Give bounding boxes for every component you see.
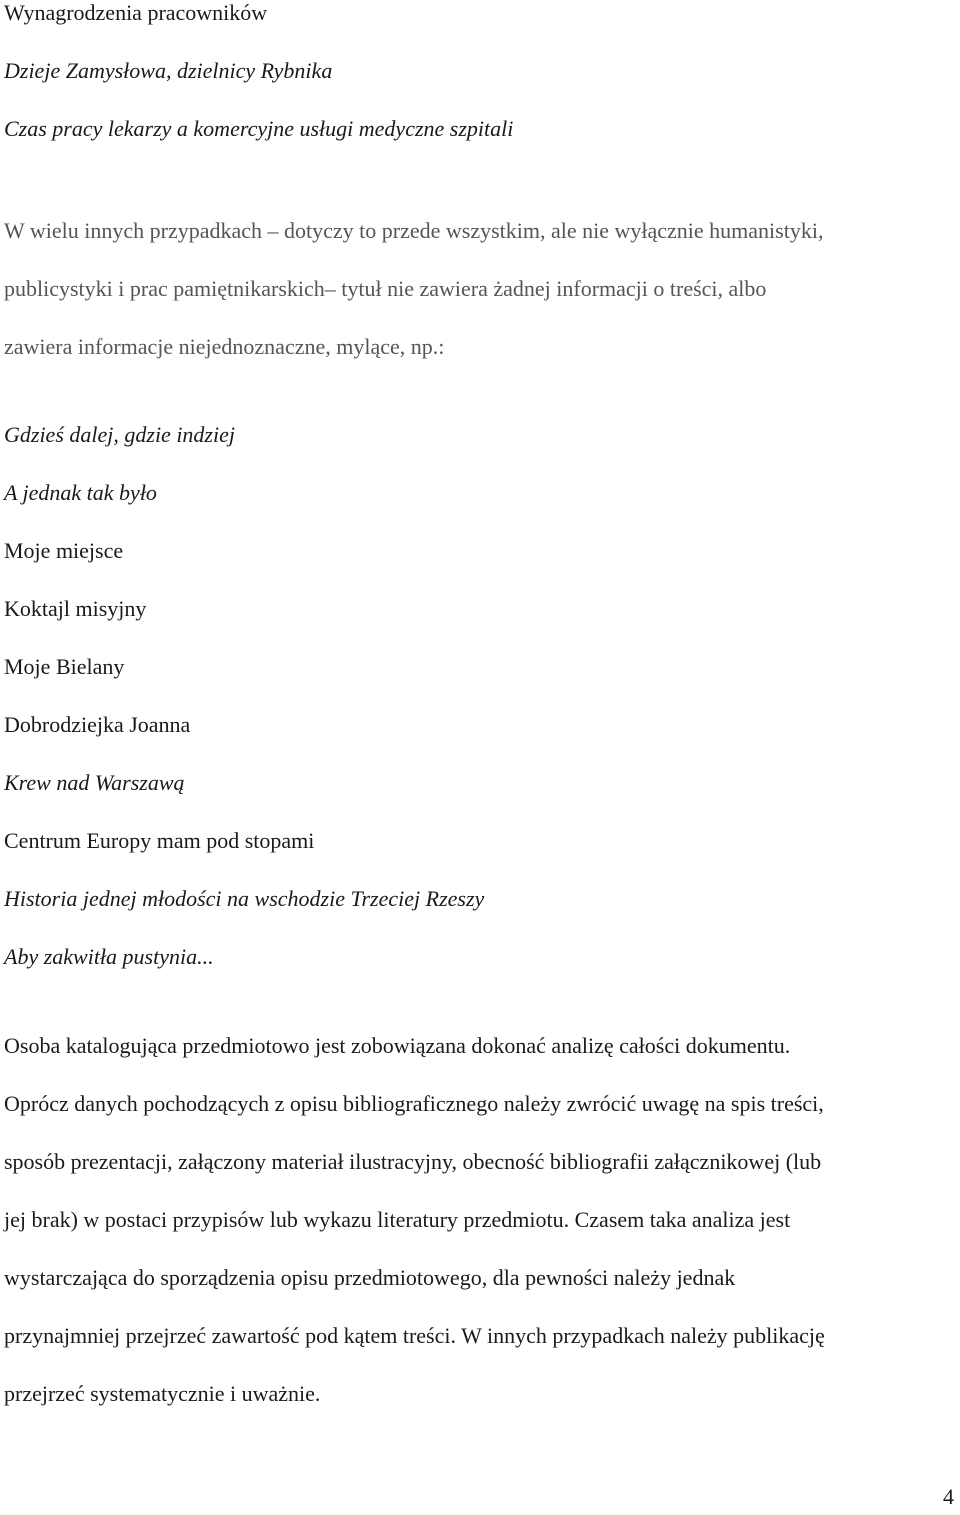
closing-line-5: wystarczająca do sporządzenia opisu przedmiotowego, dla pewności należy jednak bbox=[4, 1265, 736, 1290]
example-title-1: Gdzieś dalej, gdzie indziej bbox=[4, 422, 235, 447]
closing-line-7: przejrzeć systematycznie i uważnie. bbox=[4, 1381, 321, 1406]
page-number: 4 bbox=[943, 1484, 954, 1509]
top-entry-1: Wynagrodzenia pracowników bbox=[4, 0, 268, 25]
example-title-4: Koktajl misyjny bbox=[4, 596, 147, 621]
example-title-10: Aby zakwitła pustynia... bbox=[4, 944, 214, 969]
closing-line-4: jej brak) w postaci przypisów lub wykazu literatury przedmiotu. Czasem taka analiza jest bbox=[4, 1207, 791, 1232]
closing-line-6: przynajmniej przejrzeć zawartość pod kątem treści. W innych przypadkach należy publikację bbox=[4, 1323, 825, 1348]
closing-line-3: sposób prezentacji, załączony materiał ilustracyjny, obecność bibliografii załącznikowej (lub bbox=[4, 1149, 822, 1174]
example-title-3: Moje miejsce bbox=[4, 538, 124, 563]
example-title-8: Centrum Europy mam pod stopami bbox=[4, 828, 315, 853]
top-entry-2: Dzieje Zamysłowa, dzielnicy Rybnika bbox=[4, 58, 333, 83]
intro-line-2: publicystyki i prac pamiętnikarskich– tytuł nie zawiera żadnej informacji o treści, albo bbox=[4, 276, 767, 301]
closing-line-1: Osoba katalogująca przedmiotowo jest zobowiązana dokonać analizę całości dokumentu. bbox=[4, 1033, 791, 1058]
top-entry-3: Czas pracy lekarzy a komercyjne usługi medyczne szpitali bbox=[4, 116, 514, 141]
example-title-2: A jednak tak było bbox=[4, 480, 157, 505]
closing-line-2: Oprócz danych pochodzących z opisu bibliograficznego należy zwrócić uwagę na spis treści, bbox=[4, 1091, 824, 1116]
example-title-7: Krew nad Warszawą bbox=[4, 770, 185, 795]
intro-line-1: W wielu innych przypadkach – dotyczy to przede wszystkim, ale nie wyłącznie humanistyki, bbox=[4, 218, 824, 243]
example-title-5: Moje Bielany bbox=[4, 654, 125, 679]
example-title-9: Historia jednej młodości na wschodzie Trzeciej Rzeszy bbox=[4, 886, 485, 911]
intro-line-3: zawiera informacje niejednoznaczne, mylące, np.: bbox=[4, 334, 445, 359]
example-title-6: Dobrodziejka Joanna bbox=[4, 712, 191, 737]
